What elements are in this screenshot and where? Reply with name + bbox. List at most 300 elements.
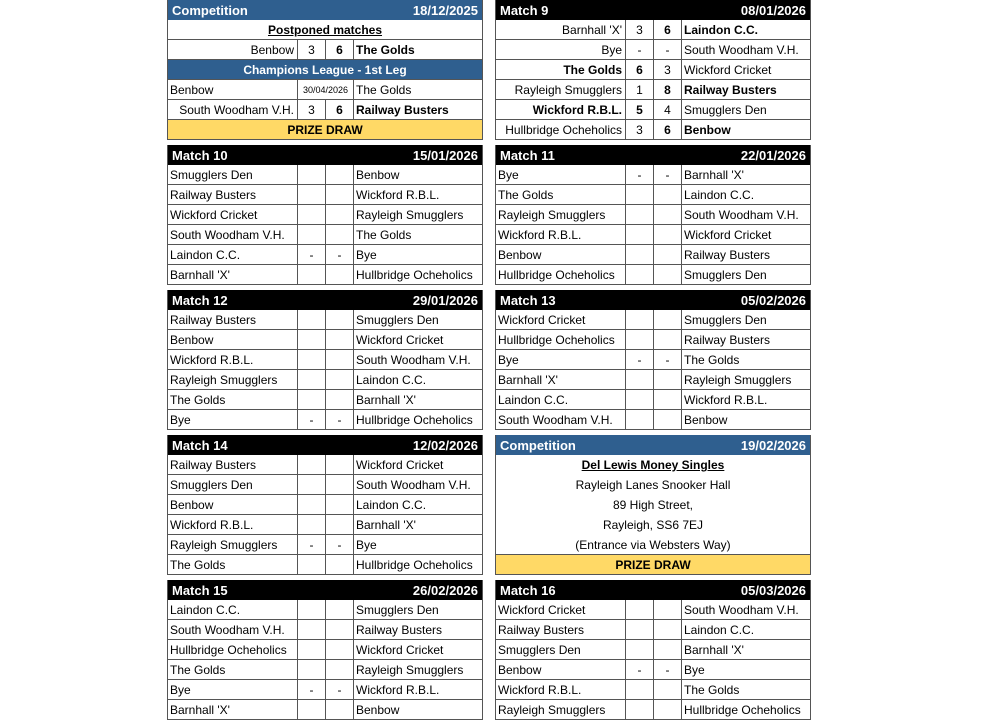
champions-league-subheader (168, 60, 482, 80)
fixture-row (168, 455, 482, 475)
header-label: Competition (172, 2, 248, 18)
away-score (654, 185, 682, 204)
match-label: Match 12 (172, 292, 228, 308)
venue-line-text: Rayleigh, SS6 7EJ (602, 518, 704, 532)
away-score (654, 310, 682, 329)
away-team: Benbow (356, 167, 400, 182)
home-score: - (298, 535, 326, 554)
away-team: The Golds (684, 682, 740, 697)
home-score (298, 700, 326, 719)
away-team: Rayleigh Smugglers (356, 207, 464, 222)
prize-draw-label: PRIZE DRAW (615, 557, 691, 572)
home-score (626, 310, 654, 329)
match-date: 05/02/2026 (740, 292, 806, 308)
home-team: Rayleigh Smugglers (496, 80, 626, 99)
match-panel-m9 (495, 0, 811, 140)
home-score (298, 370, 326, 389)
fixture-row (168, 265, 482, 285)
away-score (654, 700, 682, 719)
away-score (654, 245, 682, 264)
home-score: - (626, 350, 654, 369)
fixture-row (496, 80, 810, 100)
fixture-row (168, 410, 482, 430)
away-team: Wickford Cricket (356, 457, 444, 472)
home-team: Benbow (496, 660, 626, 679)
home-team: Hullbridge Ocheholics (168, 640, 298, 659)
fixture-row (168, 185, 482, 205)
home-team: The Golds (168, 555, 298, 574)
home-score (298, 265, 326, 284)
home-score (626, 185, 654, 204)
away-team: South Woodham V.H. (356, 477, 471, 492)
away-score: - (326, 410, 354, 429)
home-score (298, 205, 326, 224)
fixture-row (496, 245, 810, 265)
match-header (168, 145, 482, 165)
away-score: - (654, 165, 682, 184)
home-score: - (298, 410, 326, 429)
home-team: Rayleigh Smugglers (496, 700, 626, 719)
venue-line-text: (Entrance via Websters Way) (575, 537, 731, 552)
fixture-row (496, 370, 810, 390)
home-team: South Woodham V.H. (168, 620, 298, 639)
home-team: The Golds (168, 660, 298, 679)
away-score: - (654, 660, 682, 679)
home-score (298, 390, 326, 409)
postponed-title: Postponed matches (267, 22, 383, 37)
away-team: The Golds (356, 42, 415, 57)
home-team: Benbow (168, 330, 298, 349)
away-team: Laindon C.C. (684, 22, 758, 37)
away-score (654, 330, 682, 349)
away-team: Railway Busters (356, 622, 443, 637)
match-label: Match 10 (172, 147, 228, 163)
venue-line (496, 515, 810, 535)
venue-line-text: Rayleigh Lanes Snooker Hall (575, 478, 731, 492)
away-team: Bye (356, 247, 377, 262)
away-team: Smugglers Den (356, 312, 439, 327)
match-label: Match 15 (172, 582, 228, 598)
home-team: Bye (168, 410, 298, 429)
away-score (326, 185, 354, 204)
away-score (326, 455, 354, 474)
home-team: South Woodham V.H. (168, 100, 298, 119)
home-team: Rayleigh Smugglers (168, 535, 298, 554)
away-team: Hullbridge Ocheholics (356, 267, 473, 282)
home-team: Hullbridge Ocheholics (496, 265, 626, 284)
home-team: Benbow (168, 40, 298, 59)
home-score (298, 475, 326, 494)
home-team: Barnhall 'X' (496, 370, 626, 389)
match-panel-m13 (495, 290, 811, 430)
fixture-row (168, 100, 482, 120)
home-score (298, 515, 326, 534)
home-team: Railway Busters (496, 620, 626, 639)
home-score (626, 225, 654, 244)
away-score: 6 (654, 20, 682, 39)
away-team: Hullbridge Ocheholics (684, 702, 801, 717)
fixture-row (496, 40, 810, 60)
fixture-row (168, 310, 482, 330)
home-team: Wickford R.B.L. (168, 350, 298, 369)
venue-line-text: 89 High Street, (612, 498, 694, 512)
fixture-row (168, 515, 482, 535)
home-team: South Woodham V.H. (496, 410, 626, 429)
home-team: Smugglers Den (496, 640, 626, 659)
header-label: Competition (500, 437, 576, 453)
away-team: Smugglers Den (684, 102, 767, 117)
competition-title-row (496, 455, 810, 475)
fixture-row (496, 185, 810, 205)
fixture-row (168, 40, 482, 60)
fixture-row (496, 20, 810, 40)
home-score (626, 370, 654, 389)
away-team: Wickford Cricket (356, 332, 444, 347)
home-team: Smugglers Den (168, 475, 298, 494)
fixture-row (496, 205, 810, 225)
home-team: Hullbridge Ocheholics (496, 330, 626, 349)
match-label: Match 9 (500, 2, 549, 18)
away-score: 6 (326, 100, 354, 119)
home-score (626, 680, 654, 699)
home-score (298, 640, 326, 659)
fixture-row (168, 680, 482, 700)
away-score (654, 265, 682, 284)
away-score (326, 700, 354, 719)
home-team: Railway Busters (168, 455, 298, 474)
home-team: Rayleigh Smugglers (496, 205, 626, 224)
fixture-row (168, 660, 482, 680)
fixture-row (168, 475, 482, 495)
match-panel-m16 (495, 580, 811, 720)
home-score: - (626, 40, 654, 59)
away-team: Barnhall 'X' (684, 167, 744, 182)
match-date: 12/02/2026 (412, 437, 478, 453)
away-team: Wickford Cricket (356, 642, 444, 657)
match-panel-m10 (167, 145, 483, 285)
away-score (654, 205, 682, 224)
fixture-row (496, 265, 810, 285)
home-team: Laindon C.C. (168, 245, 298, 264)
home-score (298, 495, 326, 514)
home-team: Benbow (168, 80, 298, 99)
postponed-title-row (168, 20, 482, 40)
competition-header (496, 435, 810, 455)
away-score (654, 370, 682, 389)
home-score (626, 390, 654, 409)
competition-panel (495, 435, 811, 575)
home-team: Wickford Cricket (168, 205, 298, 224)
away-team: Railway Busters (684, 82, 777, 97)
fixture-row (496, 350, 810, 370)
home-team: Laindon C.C. (168, 600, 298, 619)
fixture-row (168, 350, 482, 370)
fixture-row (496, 310, 810, 330)
away-score (654, 640, 682, 659)
away-team: Barnhall 'X' (684, 642, 744, 657)
match-header (496, 145, 810, 165)
fixture-row (168, 620, 482, 640)
away-team: The Golds (684, 352, 740, 367)
home-team: Barnhall 'X' (168, 700, 298, 719)
away-team: South Woodham V.H. (684, 602, 799, 617)
fixture-row (496, 640, 810, 660)
away-score (326, 640, 354, 659)
away-score (654, 600, 682, 619)
fixture-row (168, 80, 482, 100)
away-score (326, 660, 354, 679)
away-score: 6 (326, 40, 354, 59)
fixture-row (496, 100, 810, 120)
away-team: Wickford R.B.L. (356, 682, 440, 697)
fixture-row (168, 495, 482, 515)
home-score: - (298, 245, 326, 264)
home-score (298, 620, 326, 639)
match-date: 22/01/2026 (740, 147, 806, 163)
away-score: - (654, 40, 682, 59)
match-label: Match 13 (500, 292, 556, 308)
away-team: Bye (684, 662, 705, 677)
away-team: Laindon C.C. (356, 497, 427, 512)
home-score (626, 600, 654, 619)
away-team: Wickford Cricket (684, 62, 772, 77)
away-team: The Golds (356, 82, 412, 97)
home-score (626, 245, 654, 264)
home-team: Wickford R.B.L. (168, 515, 298, 534)
competition-title: Del Lewis Money Singles (581, 458, 725, 472)
away-team: Benbow (356, 702, 400, 717)
postponed-panel (167, 0, 483, 140)
home-team: Benbow (496, 245, 626, 264)
away-team: Railway Busters (684, 332, 771, 347)
away-team: The Golds (356, 227, 412, 242)
fixture-row (496, 330, 810, 350)
home-score (626, 410, 654, 429)
away-score (654, 410, 682, 429)
fixture-row (496, 165, 810, 185)
home-score: 3 (626, 20, 654, 39)
home-score (626, 700, 654, 719)
match-label: Match 11 (500, 147, 555, 163)
away-score: - (654, 350, 682, 369)
fixture-row (496, 620, 810, 640)
match-label: Match 14 (172, 437, 228, 453)
fixture-row (168, 370, 482, 390)
home-team: Railway Busters (168, 185, 298, 204)
home-score: 3 (298, 100, 326, 119)
match-date: 05/03/2026 (740, 582, 806, 598)
away-score (326, 495, 354, 514)
away-team: Hullbridge Ocheholics (356, 557, 473, 572)
header-date: 18/12/2025 (412, 2, 478, 18)
away-score (326, 620, 354, 639)
home-score: 5 (626, 100, 654, 119)
away-score: 6 (654, 120, 682, 139)
away-team: Benbow (684, 122, 731, 137)
fixture-row (168, 535, 482, 555)
match-header (168, 580, 482, 600)
match-header (496, 0, 810, 20)
home-team: Laindon C.C. (496, 390, 626, 409)
match-panel-m11 (495, 145, 811, 285)
home-score (626, 265, 654, 284)
home-score: - (626, 660, 654, 679)
home-team: Wickford R.B.L. (496, 225, 626, 244)
away-score (326, 350, 354, 369)
away-team: South Woodham V.H. (684, 207, 799, 222)
match-header (168, 290, 482, 310)
away-score (326, 330, 354, 349)
away-score: 3 (654, 60, 682, 79)
away-score (654, 390, 682, 409)
away-team: Smugglers Den (684, 267, 767, 282)
away-score: - (326, 680, 354, 699)
away-score (326, 310, 354, 329)
home-score (626, 640, 654, 659)
header-date: 19/02/2026 (740, 437, 806, 453)
home-score (626, 330, 654, 349)
away-team: Benbow (684, 412, 728, 427)
away-score (326, 600, 354, 619)
home-score: 3 (298, 40, 326, 59)
fixture-row (496, 60, 810, 80)
away-score (654, 620, 682, 639)
prize-draw-row (168, 120, 482, 140)
away-team: Bye (356, 537, 377, 552)
home-score (626, 205, 654, 224)
fixture-row (168, 390, 482, 410)
away-team: Railway Busters (356, 102, 449, 117)
away-team: Laindon C.C. (684, 622, 755, 637)
home-score: 3 (626, 120, 654, 139)
away-team: Rayleigh Smugglers (356, 662, 464, 677)
away-team: Railway Busters (684, 247, 771, 262)
away-team: Barnhall 'X' (356, 517, 416, 532)
fixture-row (168, 205, 482, 225)
fixture-row (496, 680, 810, 700)
home-team: Barnhall 'X' (496, 20, 626, 39)
fixture-row (168, 225, 482, 245)
home-score (298, 330, 326, 349)
match-panel-m14 (167, 435, 483, 575)
home-score: - (626, 165, 654, 184)
home-team: Bye (496, 165, 626, 184)
match-date: 26/02/2026 (412, 582, 478, 598)
home-score (298, 600, 326, 619)
fixture-row (168, 600, 482, 620)
home-score: 1 (626, 80, 654, 99)
away-score (326, 205, 354, 224)
home-team: Railway Busters (168, 310, 298, 329)
away-team: Smugglers Den (684, 312, 767, 327)
away-team: Barnhall 'X' (356, 392, 416, 407)
match-date: 08/01/2026 (740, 2, 806, 18)
away-team: Wickford R.B.L. (356, 187, 440, 202)
away-score (326, 390, 354, 409)
venue-line (496, 535, 810, 555)
home-score: - (298, 680, 326, 699)
home-team: South Woodham V.H. (168, 225, 298, 244)
away-team: Laindon C.C. (356, 372, 427, 387)
fixture-row (496, 660, 810, 680)
home-team: Benbow (168, 495, 298, 514)
fixture-date: 30/04/2026 (298, 80, 354, 99)
away-team: South Woodham V.H. (684, 42, 799, 57)
home-score (298, 185, 326, 204)
away-score: - (326, 245, 354, 264)
away-score (654, 680, 682, 699)
home-team: The Golds (496, 185, 626, 204)
match-header (168, 435, 482, 455)
home-score (298, 225, 326, 244)
away-score (326, 265, 354, 284)
fixture-row (496, 225, 810, 245)
fixture-row (496, 410, 810, 430)
match-date: 29/01/2026 (412, 292, 478, 308)
away-score (326, 165, 354, 184)
home-score (298, 455, 326, 474)
fixture-row (496, 390, 810, 410)
home-team: Bye (496, 40, 626, 59)
fixture-row (168, 330, 482, 350)
away-score (326, 370, 354, 389)
home-team: Rayleigh Smugglers (168, 370, 298, 389)
prize-draw-label: PRIZE DRAW (287, 122, 363, 137)
away-team: Wickford R.B.L. (684, 392, 768, 407)
away-team: South Woodham V.H. (356, 352, 471, 367)
fixture-row (168, 555, 482, 575)
away-score (326, 475, 354, 494)
home-score (626, 620, 654, 639)
away-score: 4 (654, 100, 682, 119)
match-panel-m12 (167, 290, 483, 430)
home-score (298, 310, 326, 329)
postponed-header (168, 0, 482, 20)
home-team: Bye (496, 350, 626, 369)
away-score: - (326, 535, 354, 554)
away-team: Laindon C.C. (684, 187, 755, 202)
home-team: Barnhall 'X' (168, 265, 298, 284)
fixture-row (168, 640, 482, 660)
fixture-row (168, 165, 482, 185)
match-panel-m15 (167, 580, 483, 720)
home-team: The Golds (496, 60, 626, 79)
venue-line (496, 475, 810, 495)
away-team: Wickford Cricket (684, 227, 772, 242)
match-date: 15/01/2026 (412, 147, 478, 163)
home-team: Wickford Cricket (496, 600, 626, 619)
home-score (298, 660, 326, 679)
fixture-row (496, 120, 810, 140)
home-team: The Golds (168, 390, 298, 409)
away-score (326, 555, 354, 574)
fixture-row (496, 700, 810, 720)
home-team: Wickford Cricket (496, 310, 626, 329)
home-score: 6 (626, 60, 654, 79)
home-team: Smugglers Den (168, 165, 298, 184)
match-header (496, 580, 810, 600)
home-team: Hullbridge Ocheholics (496, 120, 626, 139)
away-score (326, 515, 354, 534)
match-header (496, 290, 810, 310)
home-team: Bye (168, 680, 298, 699)
match-label: Match 16 (500, 582, 556, 598)
venue-line (496, 495, 810, 515)
fixture-row (496, 600, 810, 620)
away-score (654, 225, 682, 244)
home-score (298, 165, 326, 184)
away-team: Hullbridge Ocheholics (356, 412, 473, 427)
